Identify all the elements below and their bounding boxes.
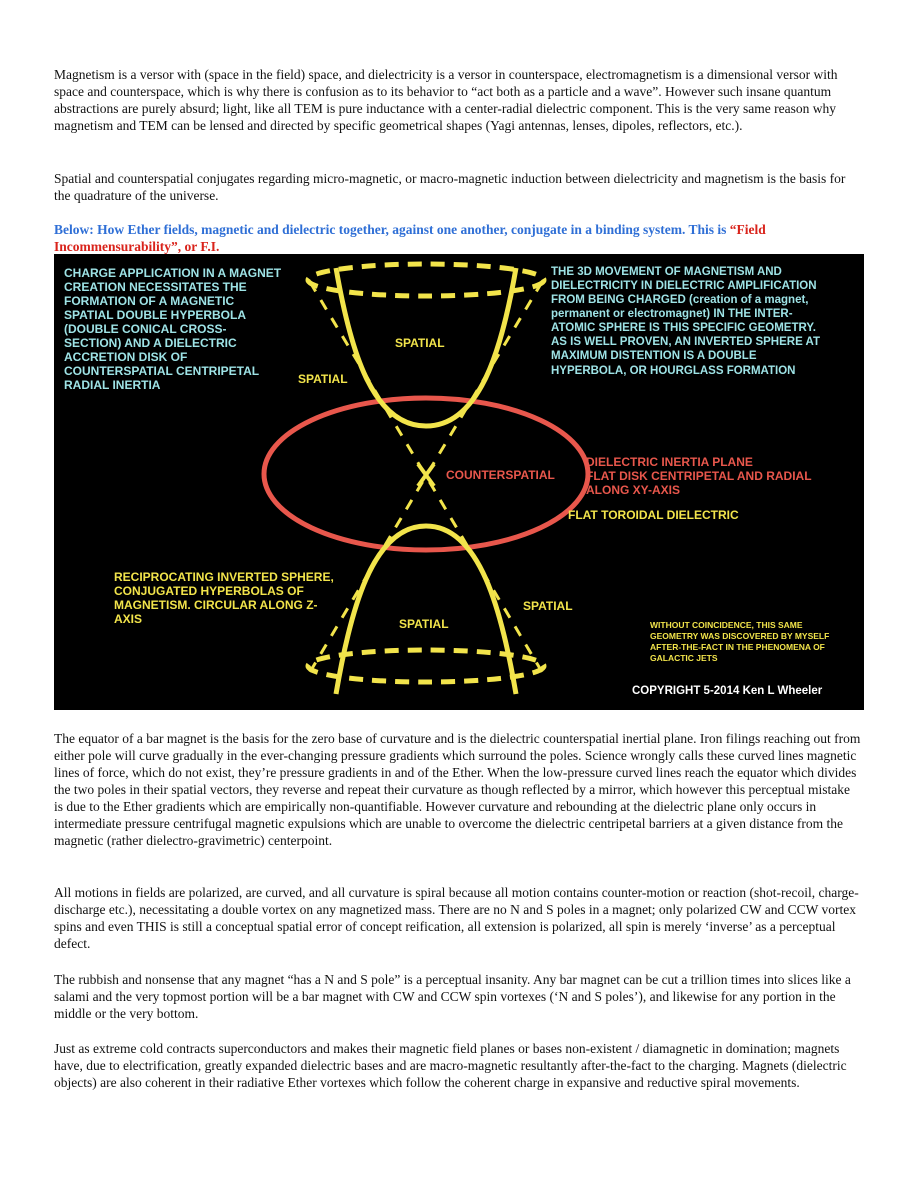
copyright-text: COPYRIGHT 5-2014 Ken L Wheeler: [632, 685, 823, 697]
dielectric-inertia-text: DIELECTRIC INERTIA PLANE FLAT DISK CENTRIPETAL AND RADIAL ALONG XY-AXIS: [586, 455, 812, 497]
paragraph-superconductors: Just as extreme cold contracts superconductors and makes their magnetic field planes or bases non-existent / diamagnetic in domination; magnets have, due to electrification, greatly expanded dielectric bases and are macro-magnetic resultantly after-the-fact to the charging. Magnets (dielectric objects) are also coherent in their radiative Ether vortexes which follow the coherent charge in expansive and reductive spiral movements.: [54, 1041, 847, 1090]
counterspatial-label: COUNTERSPATIAL: [446, 468, 555, 482]
caption-blue-text: Below: How Ether fields, magnetic and dielectric together, against one another, conjugate in a binding system. This is: [54, 222, 730, 237]
paragraph-salami: The rubbish and nonsense that any magnet “has a N and S pole” is a perceptual insanity. Any bar magnet can be cut a trillion times into slices like a salami and the very topmost portion will be a bar magnet with CW and CCW spin vortexes (‘N and S poles’), and likewise for any portion in the middle or the very bottom.: [54, 972, 851, 1021]
reciprocating-sphere-text: RECIPROCATING INVERTED SPHERE, CONJUGATED HYPERBOLAS OF MAGNETISM. CIRCULAR ALONG Z- AXIS: [114, 570, 334, 626]
galactic-jets-text: WITHOUT COINCIDENCE, THIS SAME GEOMETRY WAS DISCOVERED BY MYSELF AFTER-THE-FACT IN THE PHENOMENA OF GALACTIC JETS: [650, 620, 830, 663]
paragraph-versor: Magnetism is a versor with (space in the field) space, and dielectricity is a versor in counterspace, electromagnetism is a dimensional versor with space and counterspace, which is why there is confusion as to its behavior to “act both as a particle and a wave”. However such insane quantum abstractions are purely absurd; light, like all TEM is pure inductance with a center-radial dielectric component. This is the very same reason why magnetism and TEM can be lensed and directed by specific geometrical shapes (Yagi antennas, lenses, dipoles, reflectors, etc.).: [54, 67, 838, 133]
3d-movement-text: THE 3D MOVEMENT OF MAGNETISM AND DIELECTRICITY IN DIELECTRIC AMPLIFICATION FROM BEING CHARGED (creation of a magnet, permanent or electromagnet) IN THE INTER- ATOMIC SPHERE IS THIS SPECIFIC GEOMETRY. AS IS WELL PROVEN, AN INVERTED SPHERE AT MAXIMUM DISTENTION IS A DOUBLE HYPERBOLA, OR HOURGLASS FORMATION: [551, 266, 821, 377]
paragraph-quadrature: Spatial and counterspatial conjugates regarding micro-magnetic, or macro-magnetic induction between dielectricity and magnetism is the basis for the quadrature of the universe.: [54, 171, 846, 203]
paragraph-equator: The equator of a bar magnet is the basis for the zero base of curvature and is the dielectric counterspatial inertial plane. Iron filings reaching out from either pole will curve gradually in the ever-changing pressure gradients which surround the poles. Science wrongly calls these curved lines magnetic lines of force, which do not exist, they’re pressure gradients in and of the Ether. When the low-pressure curved lines reach the equator which divides the two poles in their spatial vectors, they reverse and repeat their curvature as though reflected by a mirror, which however this perceptual mistake is due to the Ether gradients which are empirically non-quantifiable. However curvature and rebounding at the dielectric plane only occurs in intermediate pressure centrifugal magnetic expulsions which are unable to overcome the dielectric centripetal barriers at a given distance from the magnetic (rather dielectro-gravimetric) centerpoint.: [54, 731, 861, 848]
paragraph-polarized-motion: All motions in fields are polarized, are curved, and all curvature is spiral because all motion contains counter-motion or reaction (shot-recoil, charge-discharge etc.), necessitating a double vortex on any magnetized mass. There are no N and S poles in a magnet; only polarized CW and CCW vortex spins and even THIS is still a conceptual spatial error of concept reification, all extension is polarized, all spin is merely ‘inverse’ as a perceptual defect.: [54, 885, 859, 951]
figure-caption: [54, 221, 862, 255]
top-rim-ellipse: [308, 264, 544, 296]
spatial-label-lower-inner: SPATIAL: [399, 617, 449, 631]
charge-application-text: CHARGE APPLICATION IN A MAGNET CREATION NECESSITATES THE FORMATION OF A MAGNETIC SPATIAL DOUBLE HYPERBOLA (DOUBLE CONICAL CROSS- SECTION) AND A DIELECTRIC ACCRETION DISK OF COUNTERSPATIAL CENTRIPETAL RADIAL INERTIA: [64, 266, 282, 392]
spatial-label-upper-outer: SPATIAL: [298, 372, 348, 386]
field-incommensurability-figure: [54, 254, 864, 710]
caption-red-text: “Field Incommensurability”, or F.I.: [54, 222, 766, 254]
spatial-label-upper-inner: SPATIAL: [395, 336, 445, 350]
spatial-label-lower-outer: SPATIAL: [523, 599, 573, 613]
flat-toroidal-label: FLAT TOROIDAL DIELECTRIC: [568, 508, 739, 522]
